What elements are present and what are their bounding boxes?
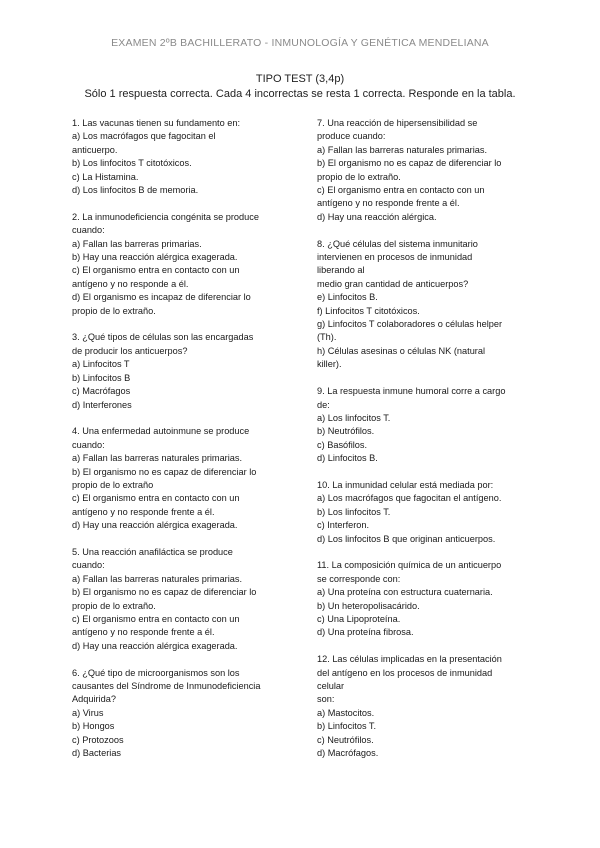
questions-column-left (72, 117, 300, 774)
answer-option: b) Neutrófilos. (317, 426, 375, 437)
answer-option: propio de lo extraño. (72, 600, 156, 611)
answer-option: d) Los linfocitos B que originan anticuerpos. (317, 533, 496, 544)
question-text: 8. ¿Qué células del sistema inmunitario (317, 238, 478, 249)
question-block (72, 211, 300, 318)
answer-option: g) Linfocitos T colaboradores o células helper (317, 319, 503, 330)
answer-option: a) Linfocitos T (72, 359, 130, 370)
answer-option: propio de lo extraño (72, 479, 154, 490)
answer-option: b) El organismo no es capaz de diferenciar lo (72, 466, 257, 477)
answer-option: c) El organismo entra en contacto con un (72, 493, 240, 504)
question-text: celular (317, 680, 345, 691)
question-text: son: (317, 694, 335, 705)
question-text: produce cuando: (317, 131, 386, 142)
answer-option: c) Neutrófilos. (317, 734, 374, 745)
answer-option: c) La Histamina. (72, 171, 139, 182)
answer-option: b) Hongos (72, 721, 115, 732)
answer-option: b) Los linfocitos T citotóxicos. (72, 158, 192, 169)
answer-option: b) Hay una reacción alérgica exagerada. (72, 252, 238, 263)
question-text: de producir los anticuerpos? (72, 345, 188, 356)
answer-option: b) Un heteropolisacárido. (317, 600, 420, 611)
question-text: Adquirida? (72, 694, 116, 705)
answer-option: a) Fallan las barreras naturales primarias. (72, 453, 243, 464)
question-text: se corresponde con: (317, 573, 401, 584)
answer-option: c) Protozoos (72, 734, 124, 745)
answer-option: d) Bacterias (72, 748, 122, 759)
answer-option: c) Una Lipoproteína. (317, 613, 401, 624)
answer-option: a) Los macrófagos que fagocitan el (72, 131, 216, 142)
answer-option: c) El organismo entra en contacto con un (317, 185, 485, 196)
answer-option: d) El organismo es incapaz de diferenciar lo (72, 292, 251, 303)
test-title: TIPO TEST (3,4p) (255, 73, 345, 85)
answer-option: d) Hay una reacción alérgica exagerada. (72, 520, 238, 531)
question-text: 2. La inmunodeficiencia congénita se produce (72, 211, 259, 222)
answer-option: d) Los linfocitos B de memoria. (72, 185, 199, 196)
question-text: 1. Las vacunas tienen su fundamento en: (72, 118, 241, 128)
question-block (72, 546, 300, 653)
question-text: cuando: (72, 225, 105, 236)
question-text: de: (317, 399, 330, 410)
answer-option: a) Fallan las barreras naturales primarias. (317, 144, 488, 155)
question-text: 12. Las células implicadas en la presentación (317, 654, 502, 665)
answer-option: antígeno y no responde frente a él. (317, 198, 460, 209)
answer-option: antígeno y no responde a él. (72, 278, 189, 289)
answer-option: d) Macrófagos. (317, 748, 379, 759)
answer-option: e) Linfocitos B. (317, 292, 378, 303)
question-text: medio gran cantidad de anticuerpos? (317, 278, 469, 289)
answer-option: c) El organismo entra en contacto con un (72, 613, 240, 624)
answer-option: a) Los macrófagos que fagocitan el antígeno. (317, 493, 502, 504)
answer-option: (Th). (317, 332, 337, 343)
answer-option: c) Macrófagos (72, 386, 131, 397)
question-block (72, 667, 300, 761)
question-text: 10. La inmunidad celular está mediada por: (317, 479, 494, 490)
answer-option: h) Células asesinas o células NK (natural (317, 345, 486, 356)
answer-option: b) El organismo no es capaz de diferenciar lo (72, 587, 257, 598)
question-block (72, 425, 300, 532)
question-block (72, 331, 300, 411)
question-text: 11. La composición química de un anticuerpo (317, 560, 502, 571)
answer-option: d) Linfocitos B. (317, 453, 378, 464)
answer-option: b) Linfocitos T. (317, 721, 377, 732)
answer-option: c) Basófilos. (317, 439, 368, 450)
answer-option: propio de lo extraño. (317, 171, 401, 182)
question-text: 5. Una reacción anafiláctica se produce (72, 546, 233, 557)
question-text: intervienen en procesos de inmunidad (317, 252, 473, 263)
question-block (317, 238, 545, 372)
answer-option: a) Virus (72, 707, 104, 718)
answer-option: d) Una proteína fibrosa. (317, 627, 414, 638)
answer-option: propio de lo extraño. (72, 305, 156, 316)
question-text: cuando: (72, 560, 105, 571)
answer-option: antígeno y no responde frente a él. (72, 627, 215, 638)
answer-option: d) Interferones (72, 399, 132, 410)
answer-option: a) Fallan las barreras primarias. (72, 238, 202, 249)
answer-option: d) Hay una reacción alérgica exagerada. (72, 640, 238, 651)
question-block (317, 479, 545, 546)
answer-option: antígeno y no responde frente a él. (72, 506, 215, 517)
answer-option: b) El organismo no es capaz de diferenciar lo (317, 158, 502, 169)
answer-option: killer). (317, 359, 342, 370)
test-instructions: Sólo 1 respuesta correcta. Cada 4 incorrectas se resta 1 correcta. Responde en la tabla. (84, 88, 516, 100)
question-text: 6. ¿Qué tipo de microorganismos son los (72, 667, 240, 678)
answer-option: b) Linfocitos B (72, 372, 131, 383)
question-block (72, 117, 300, 197)
answer-option: a) Fallan las barreras naturales primarias. (72, 573, 243, 584)
answer-option: a) Una proteína con estructura cuaternaria. (317, 587, 493, 598)
answer-option: a) Mastocitos. (317, 707, 375, 718)
question-block (317, 385, 545, 465)
question-block (317, 117, 545, 224)
answer-option: f) Linfocitos T citotóxicos. (317, 305, 420, 316)
answer-option: c) Interferon. (317, 520, 370, 531)
questions-column-right (317, 117, 545, 774)
answer-option: b) Los linfocitos T. (317, 506, 391, 517)
question-text: 7. Una reacción de hipersensibilidad se (317, 118, 478, 128)
question-text: causantes del Síndrome de Inmunodeficiencia (72, 680, 261, 691)
question-text: 3. ¿Qué tipos de células son las encargadas (72, 332, 254, 343)
question-text: liberando al (317, 265, 365, 276)
question-block (317, 653, 545, 760)
question-text: cuando: (72, 439, 105, 450)
question-text: 4. Una enfermedad autoinmune se produce (72, 426, 250, 437)
answer-option: d) Hay una reacción alérgica. (317, 211, 437, 222)
exam-header: EXAMEN 2ºB BACHILLERATO - INMUNOLOGÍA Y GENÉTICA MENDELIANA (111, 37, 489, 49)
question-block (317, 559, 545, 639)
question-text: 9. La respuesta inmune humoral corre a cargo (317, 386, 506, 397)
answer-option: a) Los linfocitos T. (317, 412, 391, 423)
question-text: del antígeno en los procesos de inmunidad (317, 667, 493, 678)
answer-option: c) El organismo entra en contacto con un (72, 265, 240, 276)
answer-option: anticuerpo. (72, 144, 118, 155)
